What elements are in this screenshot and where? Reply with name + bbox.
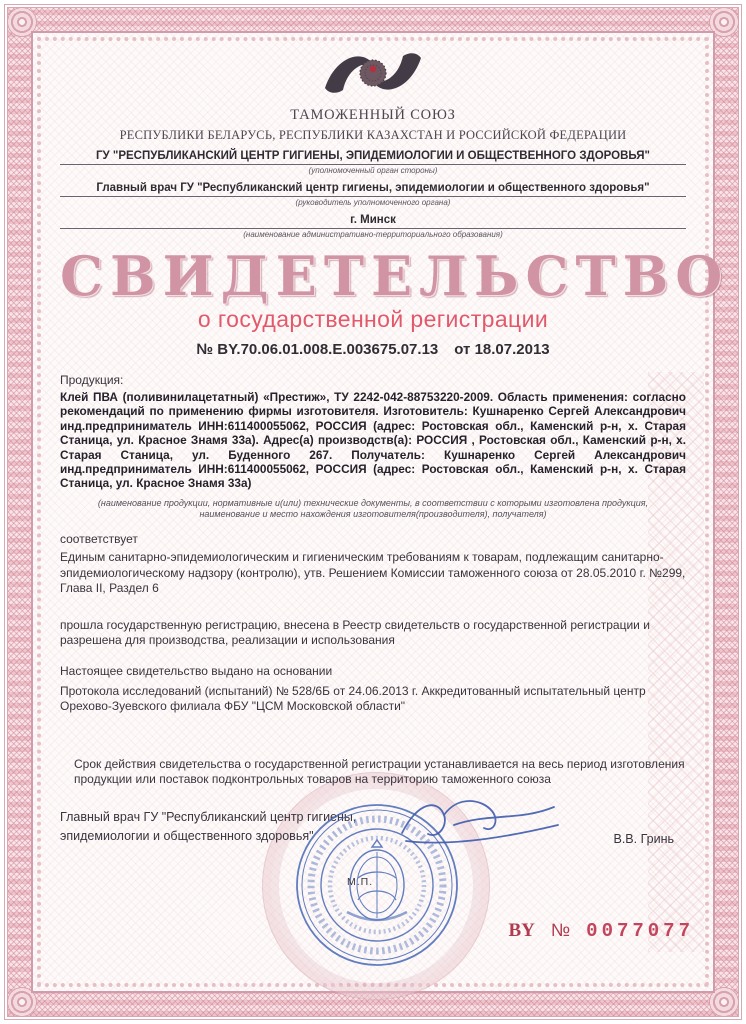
serial-number-block: [508, 920, 694, 942]
certificate-title: СВИДЕТЕЛЬСТВО: [60, 244, 730, 308]
customs-union-emblem-icon: [60, 44, 686, 102]
product-description: Клей ПВА (поливинилацетатный) «Престиж», ТУ 2242-042-88753220-2009. Область применения: согласно рекомендаций по применению фирмы изготовителя. Изготовитель: Кушнаренко Сергей Александрович инд.предприниматель ИНН:611400055062, РОССИЯ (адрес: Ростовская обл., Каменский р-н, х. Старая Станица, ул. Красное Знамя 33а). Адрес(а) производств(а): РОССИЯ , Ростовская обл., Каменский р-н, х. Старая Станица, ул. Буденного 267. Получатель: Кушнаренко Сергей Александрович инд.предприниматель ИНН:611400055062, РОССИЯ (адрес: Ростовская обл., Каменский р-н, х. Старая Станица, ул. Красное Знамя 33а): [60, 390, 686, 491]
validity-text: Срок действия свидетельства о государственной регистрации устанавливается на весь период изготовления продукции или поставок подконтрольных товаров на территорию таможенного союза: [74, 756, 685, 787]
authority-name: ГУ "РЕСПУБЛИКАНСКИЙ ЦЕНТР ГИГИЕНЫ, ЭПИДЕМИОЛОГИИ И ОБЩЕСТВЕННОГО ЗДОРОВЬЯ": [60, 150, 686, 165]
serial-number-sign: №: [550, 920, 571, 940]
serial-prefix: BY: [508, 920, 535, 941]
certificate-subtitle: о государственной регистрации: [197, 306, 549, 332]
product-caption: (наименование продукции, нормативные и(или) технические документы, в соответствии с которыми изготовлена продукция, наименование и место нахождения изготовителя(производителя), получателя): [97, 497, 649, 520]
signatory-name: В.В. Гринь: [613, 832, 674, 847]
registration-date: от 18.07.2013: [454, 341, 550, 358]
official-field: [60, 182, 686, 207]
registration-number: № BY.70.06.01.008.E.003675.07.13: [196, 341, 439, 358]
city-field: [60, 214, 686, 239]
conforms-label: соответствует: [60, 532, 138, 547]
product-label: Продукция:: [60, 373, 124, 387]
authority-field: [60, 150, 686, 175]
stamp-place-label: М.П.: [347, 876, 374, 888]
city-caption: (наименование административно-территориального образования): [243, 230, 503, 239]
signature-icon: [396, 793, 566, 855]
registration-statement: прошла государственную регистрацию, внесена в Реестр свидетельств о государственной регистрации и разрешена для производства, реализации и использования: [60, 617, 650, 648]
basis-label: Настоящее свидетельство выдано на основании: [60, 664, 333, 679]
authority-caption: (уполномоченный орган стороны): [308, 166, 438, 175]
city-name: г. Минск: [60, 214, 686, 229]
union-subtitle: РЕСПУБЛИКИ БЕЛАРУСЬ, РЕСПУБЛИКИ КАЗАХСТАН И РОССИЙСКОЙ ФЕДЕРАЦИИ: [119, 128, 627, 142]
official-name: Главный врач ГУ "Республиканский центр гигиены, эпидемиологии и общественного здоровья": [60, 182, 686, 197]
serial-number: 0077077: [586, 920, 694, 942]
official-caption: (руководитель уполномоченного органа): [295, 198, 451, 207]
registration-line: [60, 341, 686, 358]
requirements-text: Единым санитарно-эпидемиологическим и гигиеническим требованиям к товарам, подлежащим санитарно-эпидемиологическому надзору (контролю), утв. Решением Комиссии таможенного союза от 28.05.2010 г. №299, Глава II, Раздел 6: [60, 550, 686, 596]
basis-text: Протокола исследований (испытаний) № 528/6Б от 24.06.2013 г. Аккредитованный испытательный центр Орехово-Зуевского филиала ФБУ "ЦСМ Московской области": [60, 683, 646, 714]
union-title: ТАМОЖЕННЫЙ СОЮЗ: [290, 107, 456, 123]
signatory-title: Главный врач ГУ "Республиканский центр гигиены, эпидемиологии и общественного здоровья": [60, 810, 357, 843]
